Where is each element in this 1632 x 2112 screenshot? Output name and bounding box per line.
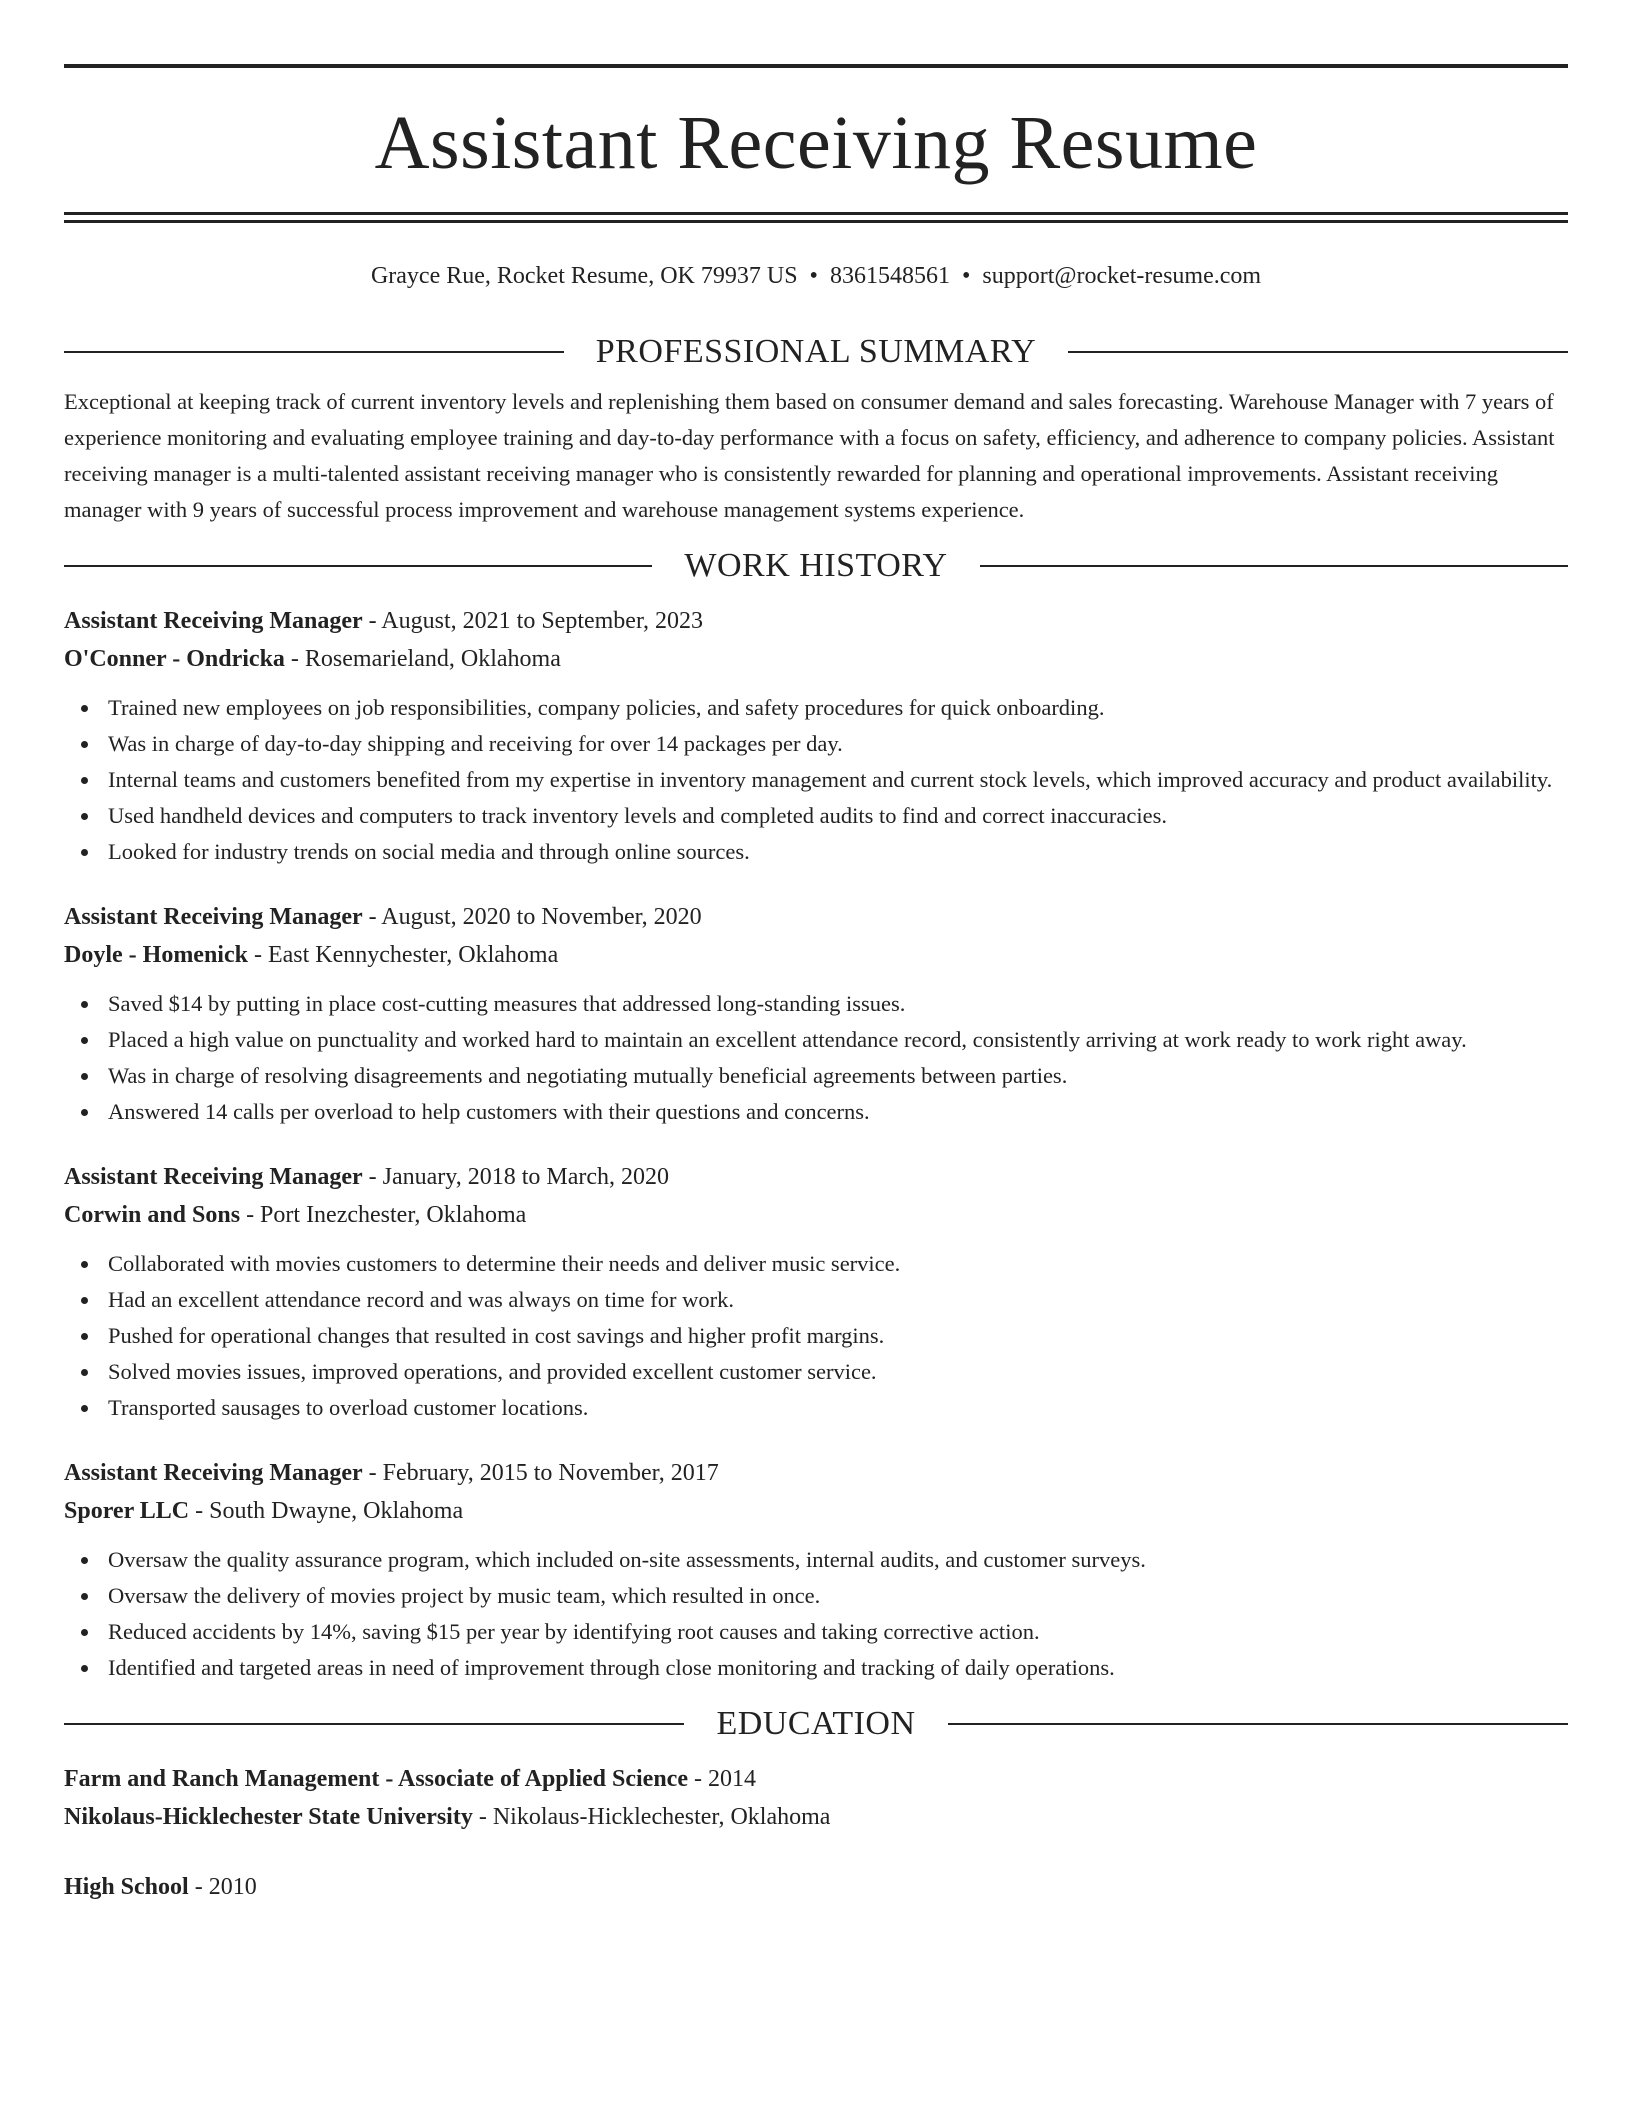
section-heading-education xyxy=(64,1704,1568,1744)
bullet-item: Reduced accidents by 14%, saving $15 per year by identifying root causes and taking corrective action. xyxy=(64,1614,1568,1650)
contact-separator: • xyxy=(809,263,818,289)
bullet-item: Was in charge of day-to-day shipping and receiving for over 14 packages per day. xyxy=(64,726,1568,762)
section-heading-work-history xyxy=(64,546,1568,586)
bullet-item: Saved $14 by putting in place cost-cutting measures that addressed long-standing issues. xyxy=(64,986,1568,1022)
bullet-item: Used handheld devices and computers to track inventory levels and completed audits to find and correct inaccuracies. xyxy=(64,798,1568,834)
job-company: O'Conner - Ondricka xyxy=(64,646,285,672)
job-title-line xyxy=(64,898,1568,936)
contact-email: support@rocket-resume.com xyxy=(982,263,1262,289)
education-degree-line xyxy=(64,1868,1568,1906)
contact-separator: • xyxy=(961,263,971,289)
education-year: - 2014 xyxy=(687,1766,756,1792)
heading-rule xyxy=(64,351,564,353)
education-year: - 2010 xyxy=(188,1874,257,1900)
job-location: - Port Inezchester, Oklahoma xyxy=(240,1202,527,1228)
education-school: Nikolaus-Hicklechester State University xyxy=(64,1804,473,1830)
resume-page xyxy=(64,64,1568,1906)
job-company-line xyxy=(64,640,1568,678)
education-degree-line xyxy=(64,1760,1568,1798)
job-entry xyxy=(64,602,1568,870)
education-location: - Nikolaus-Hicklechester, Oklahoma xyxy=(472,1804,831,1830)
page-title: Assistant Receiving Resume xyxy=(374,101,1258,185)
job-bullets xyxy=(64,1246,1568,1426)
heading-rule xyxy=(64,1723,684,1725)
job-title: Assistant Receiving Manager xyxy=(64,1460,363,1486)
job-company-line xyxy=(64,936,1568,974)
job-list xyxy=(64,602,1568,1686)
job-location: - East Kennychester, Oklahoma xyxy=(247,942,559,968)
job-location: - Rosemarieland, Oklahoma xyxy=(284,646,561,672)
heading-rule xyxy=(64,565,652,567)
section-title: EDUCATION xyxy=(716,1705,916,1742)
education-degree: High School xyxy=(64,1874,189,1900)
job-entry xyxy=(64,898,1568,1130)
job-bullets xyxy=(64,690,1568,870)
section-title: PROFESSIONAL SUMMARY xyxy=(595,333,1037,370)
job-dates: - January, 2018 to March, 2020 xyxy=(362,1164,670,1190)
job-dates: - August, 2021 to September, 2023 xyxy=(362,608,703,634)
education-degree: Farm and Ranch Management - Associate of Applied Science xyxy=(64,1766,688,1792)
bullet-item: Was in charge of resolving disagreements and negotiating mutually beneficial agreements between parties. xyxy=(64,1058,1568,1094)
job-company-line xyxy=(64,1196,1568,1234)
bullet-item: Collaborated with movies customers to determine their needs and deliver music service. xyxy=(64,1246,1568,1282)
bullet-item: Answered 14 calls per overload to help customers with their questions and concerns. xyxy=(64,1094,1568,1130)
bullet-item: Transported sausages to overload customer locations. xyxy=(64,1390,1568,1426)
job-title: Assistant Receiving Manager xyxy=(64,608,363,634)
section-title: WORK HISTORY xyxy=(684,547,948,584)
bullet-item: Internal teams and customers benefited from my expertise in inventory management and current stock levels, which improved accuracy and product availability. xyxy=(64,762,1568,798)
job-entry xyxy=(64,1158,1568,1426)
job-bullets xyxy=(64,986,1568,1130)
job-title-line xyxy=(64,1158,1568,1196)
contact-phone: 8361548561 xyxy=(829,263,950,289)
summary-text: Exceptional at keeping track of current inventory levels and replenishing them based on consumer demand and sales forecasting. Warehouse Manager with 7 years of experience monitoring and evaluating employee training and day-to-day performance with a focus on safety, efficiency, and adherence to company policies. Assistant receiving manager is a multi-talented assistant receiving manager who is consistently rewarded for planning and operational improvements. Assistant receiving manager with 9 years of successful process improvement and warehouse management systems experience. xyxy=(64,389,1555,522)
bullet-item: Had an excellent attendance record and was always on time for work. xyxy=(64,1282,1568,1318)
section-heading-summary xyxy=(64,332,1568,372)
heading-rule xyxy=(948,1723,1568,1725)
job-dates: - August, 2020 to November, 2020 xyxy=(362,904,702,930)
bullet-item: Oversaw the delivery of movies project by music team, which resulted in once. xyxy=(64,1578,1568,1614)
job-title: Assistant Receiving Manager xyxy=(64,1164,363,1190)
job-title: Assistant Receiving Manager xyxy=(64,904,363,930)
bullet-item: Oversaw the quality assurance program, which included on-site assessments, internal audits, and customer surveys. xyxy=(64,1542,1568,1578)
education-entry xyxy=(64,1868,1568,1906)
title-double-rule xyxy=(64,212,1568,223)
bullet-item: Placed a high value on punctuality and worked hard to maintain an excellent attendance record, consistently arriving at work ready to work right away. xyxy=(64,1022,1568,1058)
job-company: Sporer LLC xyxy=(64,1498,190,1524)
job-company: Doyle - Homenick xyxy=(64,942,248,968)
heading-rule xyxy=(1068,351,1568,353)
job-company-line xyxy=(64,1492,1568,1530)
education-school-line xyxy=(64,1798,1568,1836)
bullet-item: Trained new employees on job responsibilities, company policies, and safety procedures for quick onboarding. xyxy=(64,690,1568,726)
bullet-item: Identified and targeted areas in need of improvement through close monitoring and tracking of daily operations. xyxy=(64,1650,1568,1686)
bullet-item: Pushed for operational changes that resulted in cost savings and higher profit margins. xyxy=(64,1318,1568,1354)
heading-rule xyxy=(980,565,1568,567)
contact-address: Grayce Rue, Rocket Resume, OK 79937 US xyxy=(370,263,798,289)
job-title-line xyxy=(64,1454,1568,1492)
job-bullets xyxy=(64,1542,1568,1686)
bullet-item: Looked for industry trends on social media and through online sources. xyxy=(64,834,1568,870)
contact-line xyxy=(64,260,1568,292)
job-dates: - February, 2015 to November, 2017 xyxy=(362,1460,719,1486)
bullet-item: Solved movies issues, improved operations, and provided excellent customer service. xyxy=(64,1354,1568,1390)
job-entry xyxy=(64,1454,1568,1686)
job-company: Corwin and Sons xyxy=(64,1202,241,1228)
job-location: - South Dwayne, Oklahoma xyxy=(189,1498,464,1524)
education-entry xyxy=(64,1760,1568,1836)
top-rule xyxy=(64,64,1568,68)
job-title-line xyxy=(64,602,1568,640)
